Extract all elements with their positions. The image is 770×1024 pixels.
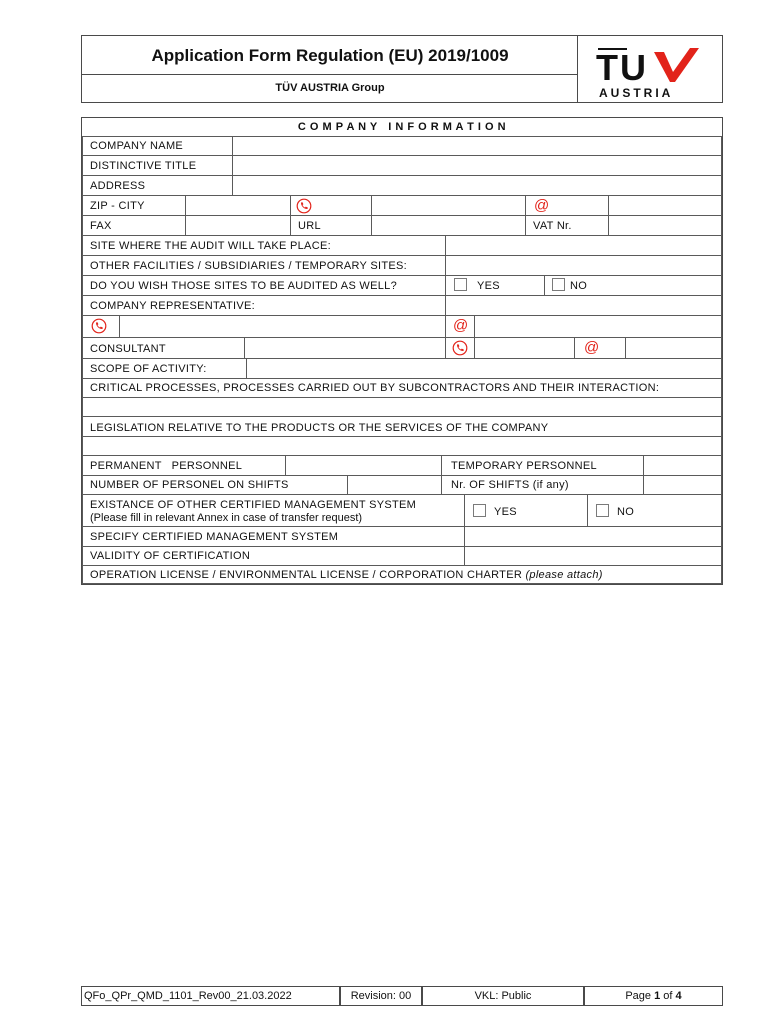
consultant-field[interactable] — [244, 337, 446, 359]
shifts-nr-field[interactable] — [643, 475, 722, 495]
svg-text:T: T — [596, 47, 618, 88]
license-label-note: (please attach) — [525, 569, 603, 581]
svg-text:U: U — [620, 47, 646, 88]
section-title: C O M P A N Y I N F O R M A T I O N — [297, 121, 507, 133]
phone-icon — [296, 198, 312, 214]
other-cert-note: (Please fill in relevant Annex in case of transfer request) — [90, 512, 363, 524]
other-facilities-field[interactable] — [445, 255, 722, 276]
distinctive-title-field[interactable] — [232, 155, 722, 176]
logo-austria-text: AUSTRIA — [599, 86, 674, 100]
vat-label: VAT Nr. — [533, 220, 572, 232]
permanent-personnel-field[interactable] — [285, 455, 442, 476]
legislation-label: LEGISLATION RELATIVE TO THE PRODUCTS OR THE SERVICES OF THE COMPANY — [90, 422, 549, 434]
footer-revision: Revision: 00 — [350, 990, 412, 1002]
footer-page — [584, 990, 723, 1002]
consultant-email-field[interactable] — [625, 337, 722, 359]
rep-phone-field[interactable] — [119, 315, 446, 338]
company-rep-field[interactable] — [445, 295, 722, 316]
zip-city-field[interactable] — [185, 195, 291, 216]
audit-sites-no-label: NO — [570, 280, 588, 292]
audit-sites-question-label: DO YOU WISH THOSE SITES TO BE AUDITED AS WELL? — [90, 280, 398, 292]
company-rep-label: COMPANY REPRESENTATIVE: — [90, 300, 256, 312]
audit-site-label: SITE WHERE THE AUDIT WILL TAKE PLACE: — [90, 240, 331, 252]
phone-icon — [91, 318, 107, 334]
shifts-personnel-field[interactable] — [347, 475, 442, 495]
address-label: ADDRESS — [90, 180, 146, 192]
footer-page-total: 4 — [675, 990, 682, 1002]
email-at-icon — [533, 197, 549, 213]
scope-label: SCOPE OF ACTIVITY: — [90, 363, 207, 375]
zip-city-label: ZIP - CITY — [90, 200, 145, 212]
shifts-nr-label: Nr. OF SHIFTS (if any) — [451, 479, 569, 491]
audit-site-field[interactable] — [445, 235, 722, 256]
permanent-personnel-label: PERMANENT PERSONNEL — [90, 460, 243, 472]
license-label-text: OPERATION LICENSE / ENVIRONMENTAL LICENSE / CORPORATION CHARTER — [90, 569, 523, 581]
other-cert-yes-checkbox[interactable] — [473, 504, 486, 517]
url-field[interactable] — [371, 215, 526, 236]
validity-field[interactable] — [464, 546, 722, 566]
other-cert-no-checkbox[interactable] — [596, 504, 609, 517]
other-cert-yes-label: YES — [494, 506, 517, 518]
svg-text:@: @ — [453, 317, 468, 333]
fax-field[interactable] — [185, 215, 291, 236]
audit-sites-no-checkbox[interactable] — [552, 278, 565, 291]
audit-sites-yes-checkbox[interactable] — [454, 278, 467, 291]
svg-text:@: @ — [584, 339, 599, 355]
license-label — [90, 569, 603, 581]
phone-icon — [452, 340, 468, 356]
other-cert-no-label: NO — [617, 506, 635, 518]
footer-vkl: VKL: Public — [474, 990, 532, 1002]
url-label: URL — [298, 220, 321, 232]
email-field[interactable] — [608, 195, 722, 216]
critical-processes-field[interactable] — [82, 397, 722, 417]
legislation-field[interactable] — [82, 436, 722, 456]
specify-cert-field[interactable] — [464, 526, 722, 547]
shifts-personnel-label: NUMBER OF PERSONEL ON SHIFTS — [90, 479, 289, 491]
phone-field[interactable] — [371, 195, 526, 216]
footer-page-prefix: Page — [625, 990, 652, 1002]
other-cert-label: EXISTANCE OF OTHER CERTIFIED MANAGEMENT SYSTEM — [90, 499, 417, 511]
critical-processes-label: CRITICAL PROCESSES, PROCESSES CARRIED OUT BY SUBCONTRACTORS AND THEIR INTERACTION: — [90, 382, 660, 394]
form-title: Application Form Regulation (EU) 2019/1009 — [151, 46, 509, 65]
temporary-personnel-field[interactable] — [643, 455, 722, 476]
validity-label: VALIDITY OF CERTIFICATION — [90, 550, 251, 562]
vat-field[interactable] — [608, 215, 722, 236]
fax-label: FAX — [90, 220, 112, 232]
footer-doc-id: QFo_QPr_QMD_1101_Rev00_21.03.2022 — [84, 990, 292, 1002]
company-name-field[interactable] — [232, 136, 722, 156]
consultant-phone-field[interactable] — [474, 337, 575, 359]
footer-page-num: 1 — [654, 990, 661, 1002]
footer-page-of: of — [663, 990, 673, 1002]
other-facilities-label: OTHER FACILITIES / SUBSIDIARIES / TEMPORARY SITES: — [90, 260, 407, 272]
form-subtitle: TÜV AUSTRIA Group — [275, 82, 385, 94]
consultant-email-label-cell — [574, 337, 626, 359]
email-at-icon — [452, 317, 468, 333]
email-at-icon — [583, 339, 599, 355]
consultant-label: CONSULTANT — [90, 343, 166, 355]
distinctive-title-label: DISTINCTIVE TITLE — [90, 160, 197, 172]
address-field[interactable] — [232, 175, 722, 196]
audit-sites-yes-label: YES — [477, 280, 500, 292]
company-name-label: COMPANY NAME — [90, 140, 184, 152]
rep-email-field[interactable] — [474, 315, 722, 338]
temporary-personnel-label: TEMPORARY PERSONNEL — [451, 460, 597, 472]
svg-text:@: @ — [534, 197, 549, 213]
specify-cert-label: SPECIFY CERTIFIED MANAGEMENT SYSTEM — [90, 531, 339, 543]
scope-field[interactable] — [246, 358, 722, 379]
